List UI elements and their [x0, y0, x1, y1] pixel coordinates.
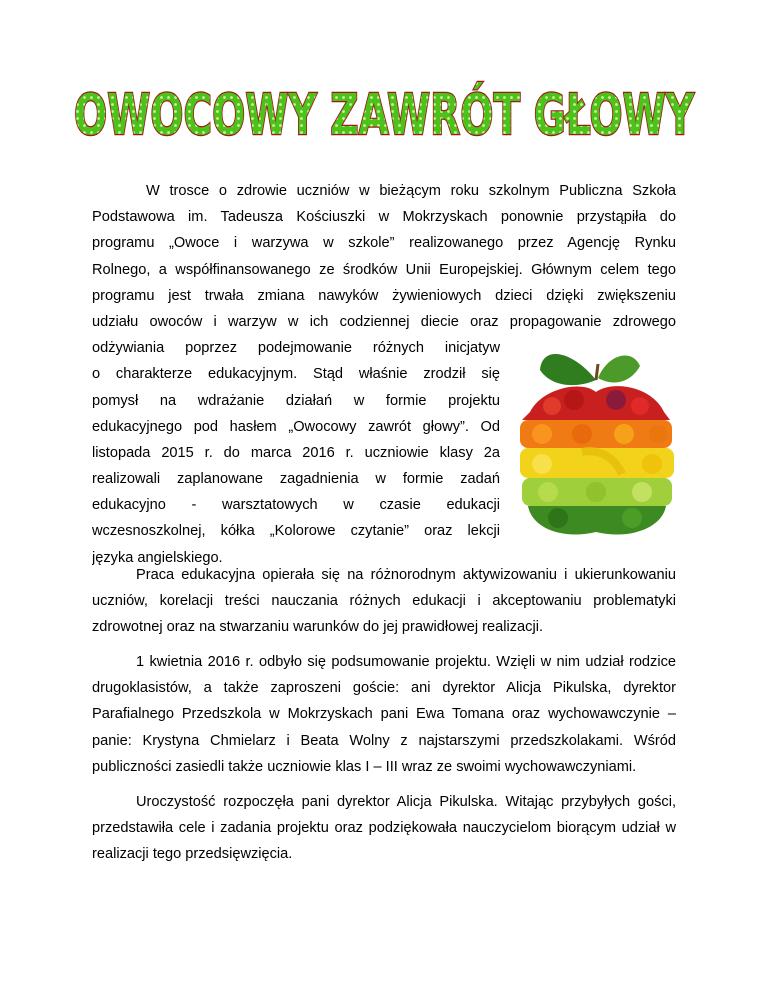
text-line: listopada 2015 r. do marca 2016 r. uczniowie klasy 2a: [92, 444, 500, 461]
text-line: programu jest trwała zmiana nawyków żywieniowych dzieci dzięki zwiększeniu: [92, 287, 676, 304]
page-title: OWOCOWY ZAWRÓT GŁOWY: [74, 83, 696, 146]
text-line: udziału owoców i warzyw w ich codziennej diecie oraz propagowanie zdrowego: [92, 313, 676, 330]
paragraph-text: Uroczystość rozpoczęła pani dyrektor Alicja Pikulska. Witając przybyłych gości, przedstawiła cele i zadania projektu oraz podziękowała nauczycielom biorącym udział w realizacji tego przedsięwzięcia.: [92, 794, 676, 863]
text-line: języka angielskiego.: [92, 549, 223, 566]
paragraph-work: [92, 562, 676, 641]
text-line: odżywiania poprzez podejmowanie różnych inicjatyw: [92, 340, 500, 357]
text-line: programu „Owoce i warzywa w szkole” realizowanego przez Agencję Rynku: [92, 235, 676, 252]
text-line: realizowali zaplanowane zagadnienia w formie zadań: [92, 471, 500, 488]
paragraph-text: Praca edukacyjna opierała się na różnorodnym aktywizowaniu i ukierunkowaniu uczniów, korelacji treści nauczania różnych edukacji i akceptowaniu problematyki zdrowotnej oraz na stwarzaniu warunków do jej prawidłowej realizacji.: [92, 567, 676, 636]
text-line: W trosce o zdrowie uczniów w bieżącym roku szkolnym Publiczna Szkoła: [146, 183, 676, 199]
text-line: Podstawowa im. Tadeusza Kościuszki w Mokrzyskach ponownie przystąpiła do: [92, 209, 676, 226]
paragraph-summary: [92, 649, 676, 780]
apple-of-vegetables-icon: [512, 340, 680, 545]
text-line: o charakterze edukacyjnym. Stąd właśnie zrodził się: [92, 366, 500, 383]
text-line: edukacyjnego pod hasłem „Owocowy zawrót głowy”. Od: [92, 418, 500, 435]
text-line: Rolnego, a współfinansowanego ze środków Unii Europejskiej. Głównym celem tego: [92, 261, 676, 278]
title-banner: [60, 80, 708, 146]
fruit-illustration: [512, 340, 680, 545]
text-line: edukacyjno - warsztatowych w czasie edukacji: [92, 497, 500, 514]
title-svg: [60, 80, 708, 146]
text-line: pomysł na wdrażanie działań w formie projektu: [92, 392, 500, 409]
paragraph-text: 1 kwietnia 2016 r. odbyło się podsumowanie projektu. Wzięli w nim udział rodzice drugoklasistów, a także zaproszeni goście: ani dyrektor Alicja Pikulska, dyrektor Parafialnego Przedszkola w Mokrzyskach pani Ewa Tomana oraz wychowawczynie – panie: Krystyna Chmielarz i Beata Wolny z najstarszymi przedszkolakami. Wśród publiczności zasiedli także uczniowie klas I – III wraz ze swoimi wychowawczyniami.: [92, 654, 676, 775]
paragraph-ceremony: [92, 789, 676, 868]
text-line: wczesnoszkolnej, kółka „Kolorowe czytanie” oraz lekcji: [92, 523, 500, 540]
